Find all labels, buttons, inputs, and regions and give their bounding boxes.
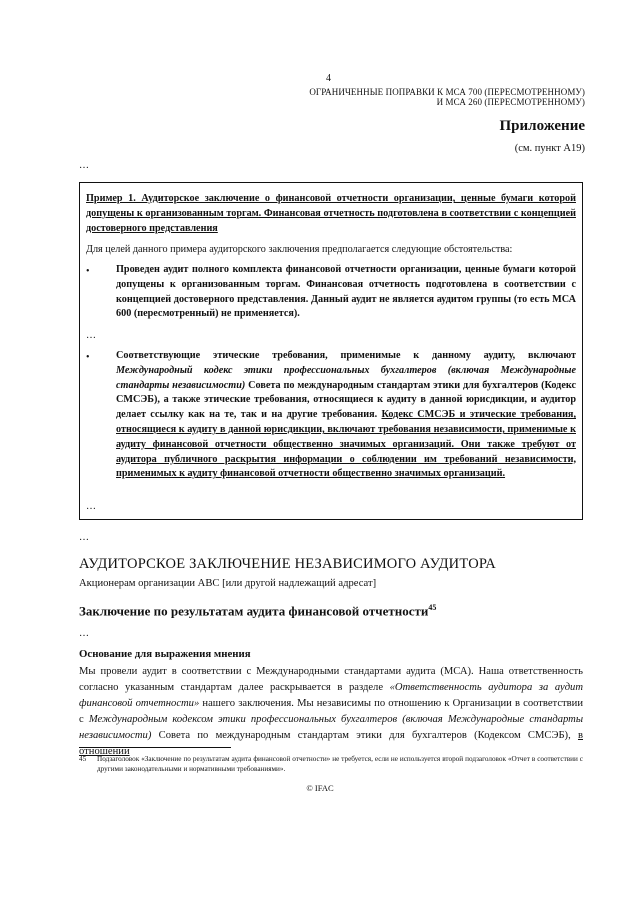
footnote-separator	[79, 747, 231, 748]
report-title: АУДИТОРСКОЕ ЗАКЛЮЧЕНИЕ НЕЗАВИСИМОГО АУДИТОРА	[79, 556, 496, 572]
footnote-number: 45	[79, 755, 87, 763]
bullet-2-code-title: Международный кодекс этики профессиональных бухгалтеров (включая Международные стандарты независимости)	[116, 364, 576, 391]
running-header-line1: ОГРАНИЧЕННЫЕ ПОПРАВКИ К МСА 700 (ПЕРЕСМОТРЕННОМУ)	[309, 87, 585, 97]
bullet-2-text-b: Совета по международным стандартам этики для бухгалтеров (Кодекс СМСЭБ), а также этические требования, относящиеся к аудиту в данной юрисдикции, и аудитор делает ссылку как на те, так и на другие требования.	[116, 379, 576, 421]
basis-text-c: Совета по международным стандартам этики для бухгалтеров (Кодексом СМСЭБ),	[151, 730, 578, 741]
opinion-heading-text: Заключение по результатам аудита финансовой отчетности	[79, 603, 429, 619]
ellipsis: …	[86, 330, 96, 341]
basis-heading: Основание для выражения мнения	[79, 648, 251, 660]
footnote-ref: 45	[428, 603, 437, 612]
basis-paragraph	[79, 664, 583, 760]
bullet-2-underlined: Кодекс СМСЭБ и этические требования, относящиеся к аудиту в данной юрисдикции, включают требования независимости, применимые к аудиту финансовой отчетности общественно значимых организаций. Они также требуют от аудитора публичного раскрытия информации о соблюдении им требований независимости, применимых к аудиту финансовой отчетности общественно значимых организаций.	[116, 409, 576, 480]
basis-text-b: нашего заключения. Мы независимы по отношению к Организации в соответствии с	[79, 698, 583, 725]
basis-code-title: Международным кодексом этики профессиональных бухгалтеров (включая Международные стандарты независимости)	[79, 714, 583, 741]
running-header-line2: И МСА 260 (ПЕРЕСМОТРЕННОМУ)	[436, 97, 585, 107]
basis-section-ref: «Ответственность аудитора за аудит финансовой отчетности»	[79, 682, 584, 709]
example-intro: Для целей данного примера аудиторского заключения предполагается следующие обстоятельства:	[86, 244, 513, 255]
report-addressee: Акционерам организации ABC [или другой надлежащий адресат]	[79, 578, 377, 589]
example-box	[79, 182, 583, 520]
appendix-title: Приложение	[499, 118, 585, 134]
bullet-marker: •	[86, 352, 90, 363]
bullet-marker: •	[86, 266, 90, 277]
bullet-2-text-a: Соответствующие этические требования, применимые к данному аудиту, включают	[116, 350, 576, 361]
appendix-reference: (см. пункт A19)	[514, 143, 585, 154]
ellipsis: …	[86, 501, 96, 512]
bullet-1: Проведен аудит полного комплекта финансовой отчетности организации, ценные бумаги которой допущены к организованным торгам. Финансовая отчетность подготовлена в соответствии с концепцией достоверного представления. Данный аудит не является аудитом группы (то есть МСА 600 (пересмотренный) не применяется).	[116, 264, 576, 320]
ellipsis: …	[79, 628, 89, 639]
basis-text-a: Мы провели аудит в соответствии с Международными стандартами аудита (МСА). Наша ответственность согласно указанным стандартам далее раскрывается в разделе	[79, 666, 583, 693]
example-title: Пример 1. Аудиторское заключение о финансовой отчетности организации, ценные бумаги которой допущены к организованным торгам. Финансовая отчетность подготовлена в соответствии с концепцией достоверного представления	[86, 193, 576, 234]
basis-underlined: в отношении	[79, 730, 583, 757]
ellipsis: …	[79, 160, 89, 171]
footnote-text: Подзаголовок «Заключение по результатам аудита финансовой отчетности» не требуется, если не используется второй подзаголовок «Отчет в соответствии с другими законодательными и нормативными требованиями».	[97, 755, 583, 773]
ellipsis: …	[79, 532, 89, 543]
bullet-2	[116, 349, 576, 482]
page-number: 4	[326, 73, 331, 84]
copyright-footer: © IFAC	[306, 783, 334, 793]
opinion-heading	[79, 603, 436, 619]
